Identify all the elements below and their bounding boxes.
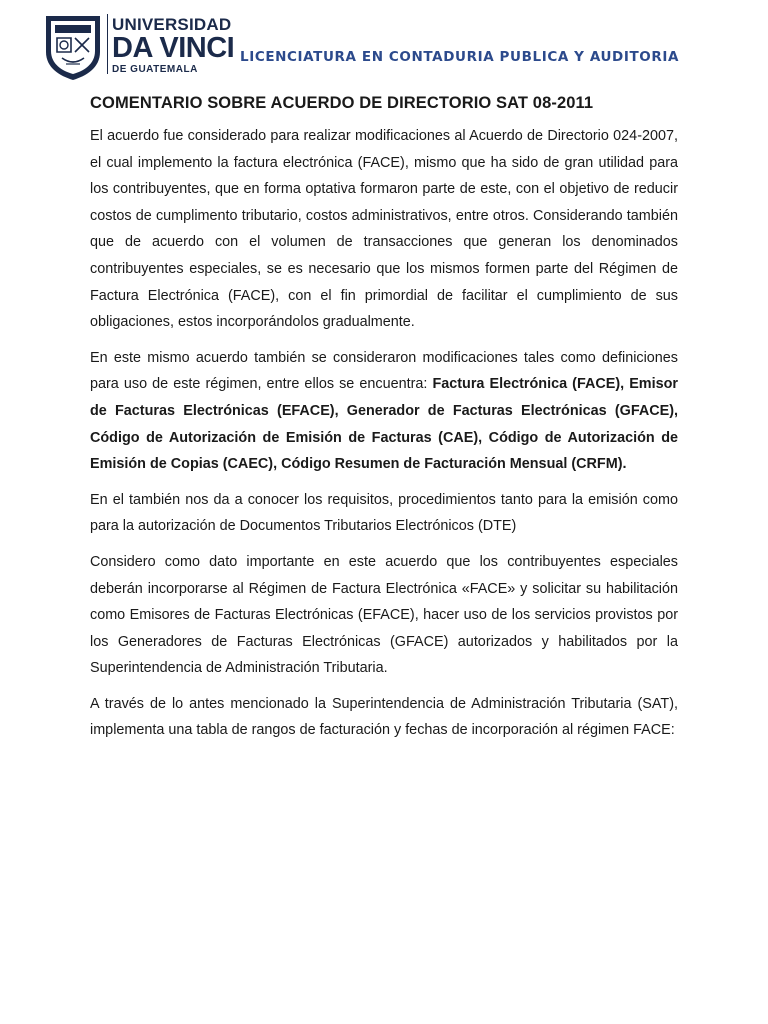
paragraph-2-intro: En este mismo acuerdo también se consideraron modificaciones tales como definiciones para uso de este régimen, entre ellos se encuentra:: [90, 349, 678, 393]
paragraph-1: El acuerdo fue considerado para realizar modificaciones al Acuerdo de Directorio 024-2007, el cual implemento la factura electrónica (FACE), mismo que ha sido de gran utilidad para los contribuyentes, que en forma optativa formaron parte de este, con el objetivo de reducir costos de cumplimento tributario, costos administrativos, entre otros. Considerando también que de acuerdo con el volumen de transacciones que generan los denominados contribuyentes especiales, se es necesario que los mismos formen parte del Régimen de Factura Electrónica (FACE), con el fin primordial de facilitar el cumplimiento de sus obligaciones, estos incorporándolos gradualmente.: [90, 128, 678, 331]
university-crest-icon: [42, 12, 104, 82]
logo-line-guatemala: DE GUATEMALA: [112, 64, 198, 75]
paragraph-5: A través de lo antes mencionado la Superintendencia de Administración Tributaria (SAT), implementa una tabla de rangos de facturación y fechas de incorporación al régimen FACE:: [90, 695, 678, 739]
paragraph-2-definitions: Factura Electrónica (FACE), Emisor de Facturas Electrónicas (EFACE), Generador de Facturas Electrónicas (GFACE), Código de Autorización de Emisión de Facturas (CAE), Código de Autorización de Emisión de Copias (CAEC), Código Resumen de Facturación Mensual (CRFM).: [90, 376, 678, 473]
document-header: [0, 0, 768, 90]
program-name: LICENCIATURA EN CONTADURIA PUBLICA Y AUDITORIA: [240, 49, 680, 65]
logo-divider: [107, 14, 108, 74]
logo-line-universidad: UNIVERSIDAD: [112, 15, 232, 34]
paragraph-4: Considero como dato importante en este acuerdo que los contribuyentes especiales deberán incorporarse al Régimen de Factura Electrónica «FACE» y solicitar su habilitación como Emisores de Facturas Electrónicas (EFACE), hacer uso de los servicios provistos por los Generadores de Facturas Electrónicas (GFACE) autorizados y habilitados por la Superintendencia de Administración Tributaria.: [90, 553, 678, 677]
university-wordmark: [112, 16, 234, 75]
logo-line-da-vinci: DA VINCI: [112, 32, 235, 64]
document-body: [90, 88, 678, 753]
paragraph-3: En el también nos da a conocer los requisitos, procedimientos tanto para la emisión como para la autorización de Documentos Tributarios Electrónicos (DTE): [90, 491, 678, 535]
paragraph-2: [90, 345, 678, 478]
document-title: COMENTARIO SOBRE ACUERDO DE DIRECTORIO SAT 08-2011: [90, 94, 594, 112]
